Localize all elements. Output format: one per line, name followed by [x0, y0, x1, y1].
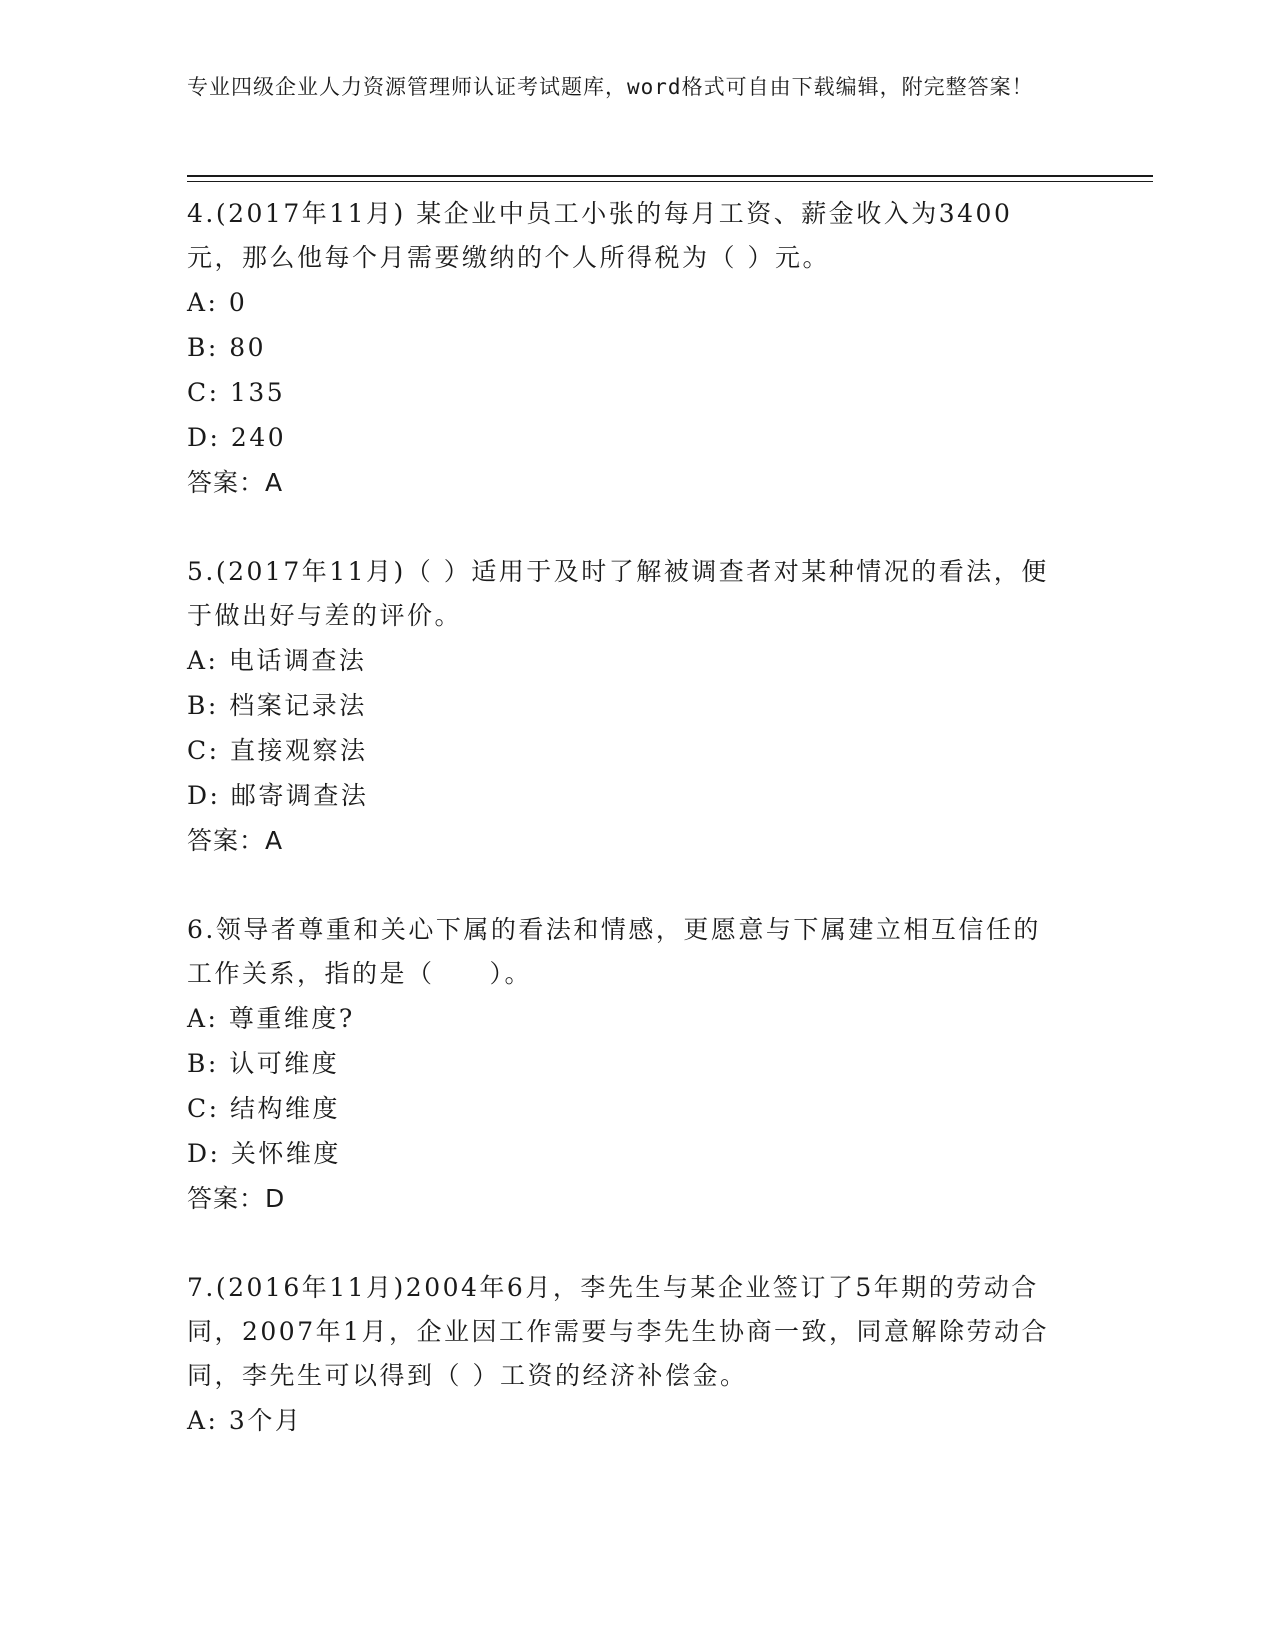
question-stem: 6.领导者尊重和关心下属的看法和情感，更愿意与下属建立相互信任的工作关系，指的是（ ）。 [187, 915, 1041, 988]
question-5 [187, 550, 1087, 864]
answer-line: 答案：A [187, 468, 284, 497]
option-d: D: 240 [187, 423, 287, 452]
header-divider-thin [187, 181, 1153, 182]
question-4 [187, 192, 1087, 506]
option-b: B: 认可维度 [187, 1049, 340, 1078]
option-a: A: 3个月 [187, 1406, 303, 1435]
question-6 [187, 908, 1087, 1222]
question-stem: 4.(2017年11月) 某企业中员工小张的每月工资、薪金收入为3400元，那么他每个月需要缴纳的个人所得税为（ ）元。 [187, 199, 1013, 272]
question-7 [187, 1266, 1087, 1443]
option-b: B: 80 [187, 333, 267, 362]
option-d: D: 邮寄调查法 [187, 781, 369, 810]
question-list [187, 192, 1087, 1487]
option-a: A: 0 [187, 288, 248, 317]
option-d: D: 关怀维度 [187, 1139, 341, 1168]
question-stem: 5.(2017年11月)（ ）适用于及时了解被调查者对某种情况的看法，便于做出好与差的评价。 [187, 557, 1049, 630]
answer-line: 答案：A [187, 826, 284, 855]
answer-line: 答案：D [187, 1184, 286, 1213]
option-c: C: 结构维度 [187, 1094, 340, 1123]
option-c: C: 135 [187, 378, 286, 407]
header-divider-thick [187, 175, 1153, 177]
option-b: B: 档案记录法 [187, 691, 367, 720]
document-header: 专业四级企业人力资源管理师认证考试题库，word格式可自由下载编辑，附完整答案！ [187, 75, 1034, 99]
question-stem: 7.(2016年11月)2004年6月，李先生与某企业签订了5年期的劳动合同，2007年1月，企业因工作需要与李先生协商一致，同意解除劳动合同，李先生可以得到（ ）工资的经济补偿金。 [187, 1273, 1050, 1390]
option-c: C: 直接观察法 [187, 736, 368, 765]
option-a: A: 尊重维度? [187, 1004, 355, 1033]
option-a: A: 电话调查法 [187, 646, 367, 675]
